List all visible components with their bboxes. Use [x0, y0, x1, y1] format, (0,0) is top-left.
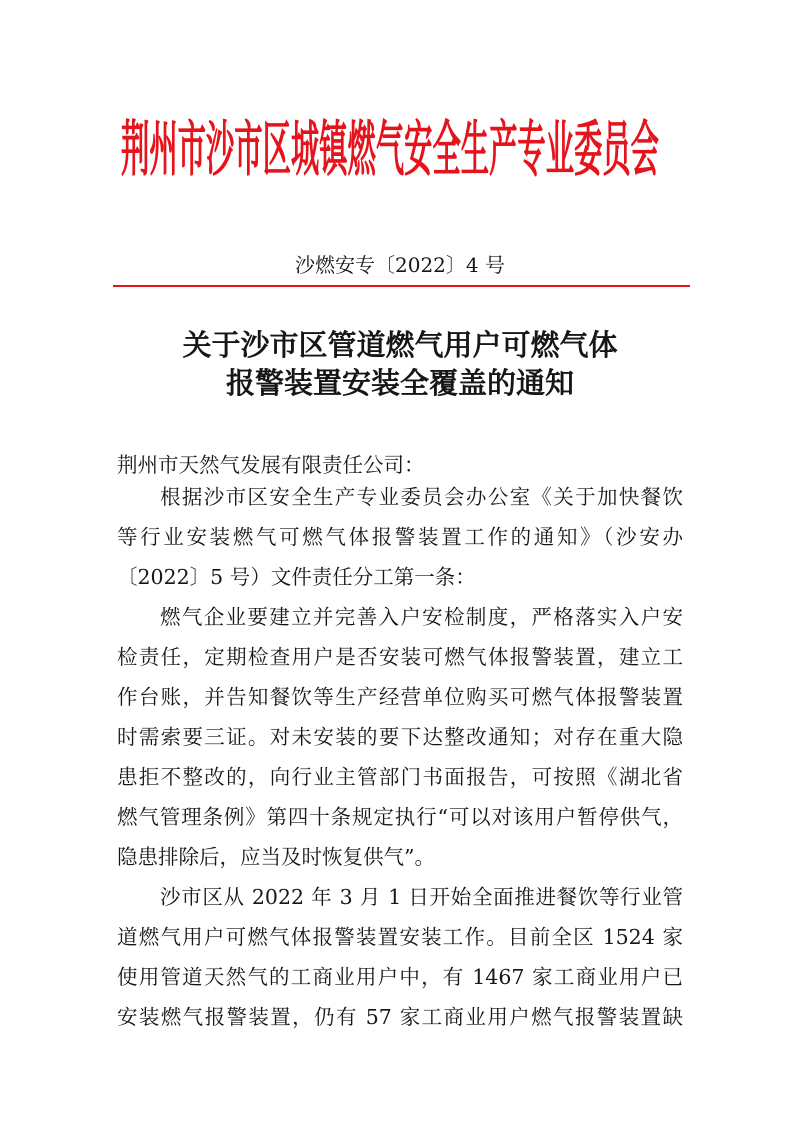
body-line: 时需索要三证。对未安装的要下达整改通知；对存在重大隐 — [117, 725, 683, 749]
issuer-header — [118, 106, 666, 190]
notice-title-line-1: 关于沙市区管道燃气用户可燃气体 — [182, 328, 618, 362]
body-line: 使用管道天然气的工商业用户中，有 1467 家工商业用户已 — [117, 965, 683, 989]
body-line: 燃气管理条例》第四十条规定执行“可以对该用户暂停供气， — [117, 805, 683, 829]
addressee: 荆州市天然气发展有限责任公司： — [117, 453, 425, 477]
body-line: 等行业安装燃气可燃气体报警装置工作的通知》（沙安办 — [117, 525, 683, 549]
body-line: 〔2022〕5 号）文件责任分工第一条： — [117, 565, 476, 589]
body-line: 安装燃气报警装置，仍有 57 家工商业用户燃气报警装置缺 — [117, 1005, 683, 1029]
body-line: 作台账，并告知餐饮等生产经营单位购买可燃气体报警装置 — [117, 685, 683, 709]
body-line: 隐患排除后，应当及时恢复供气”。 — [117, 845, 435, 869]
body-line: 检责任，定期检查用户是否安装可燃气体报警装置，建立工 — [117, 645, 683, 669]
body-line: 沙市区从 2022 年 3 月 1 日开始全面推进餐饮等行业管 — [160, 885, 683, 909]
body-line: 燃气企业要建立并完善入户安检制度，严格落实入户安 — [160, 605, 683, 629]
document-number: 沙燃安专〔2022〕4 号 — [295, 253, 505, 277]
issuer-title: 荆州市沙市区城镇燃气安全生产专业委员会 — [121, 115, 659, 185]
notice-title-line-2: 报警装置安装全覆盖的通知 — [225, 366, 574, 400]
red-separator-line — [113, 285, 690, 287]
body-line: 道燃气用户可燃气体报警装置安装工作。目前全区 1524 家 — [117, 925, 683, 949]
body-line: 患拒不整改的，向行业主管部门书面报告，可按照《湖北省 — [117, 765, 683, 789]
body-line: 根据沙市区安全生产专业委员会办公室《关于加快餐饮 — [160, 485, 683, 509]
